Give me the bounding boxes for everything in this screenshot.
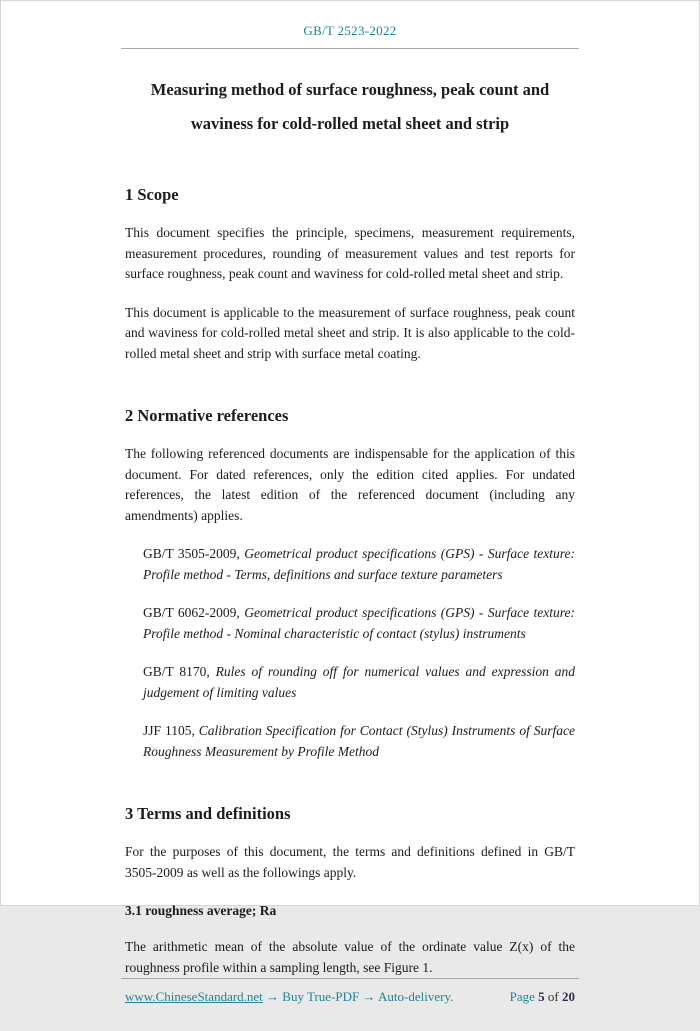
terms-intro-paragraph: For the purposes of this document, the terms and definitions defined in GB/T 3505-2009 as well as the followings apply. (125, 844, 575, 880)
term-definition-paragraph: The arithmetic mean of the absolute value of the ordinate value Z(x) of the roughness profile within a sampling length, see Figure 1. (125, 939, 575, 975)
section-heading-normative-references: 2 Normative references (125, 406, 289, 425)
section-heading-scope: 1 Scope (125, 185, 179, 204)
document-title-line1: Measuring method of surface roughness, peak count and (150, 80, 550, 99)
reference-title: Calibration Specification for Contact (Stylus) Instruments of Surface Roughness Measurement by Profile Method (143, 723, 575, 759)
current-page-number: 5 (538, 989, 545, 1004)
normative-intro-paragraph: The following referenced documents are indispensable for the application of this document. For dated references, only the edition cited applies. For undated references, the latest edition of the referenced document (including any amendments) applies. (125, 446, 575, 523)
footer-link[interactable]: www.ChineseStandard.net (125, 989, 263, 1004)
section-heading-terms-definitions: 3 Terms and definitions (125, 804, 291, 823)
of-label: of (547, 989, 559, 1004)
term-subheading-roughness-average: 3.1 roughness average; Ra (125, 903, 277, 918)
footer-branding (125, 989, 453, 1005)
document-title (125, 73, 575, 141)
footer-buy-text: Buy True-PDF (282, 989, 360, 1004)
footer-divider (121, 978, 579, 979)
footer-arrow-2: → (362, 989, 376, 1004)
scope-paragraph-2: This document is applicable to the measurement of surface roughness, peak count and waviness for cold-rolled metal sheet and strip. It is also applicable to the cold-rolled metal sheet and strip with surface metal coating. (125, 304, 575, 361)
reference-title: Geometrical product specifications (GPS) - Surface texture: Profile method - Terms, definitions and surface texture parameters (143, 546, 575, 582)
page-label: Page (509, 989, 535, 1004)
page-indicator (510, 989, 575, 1005)
reference-title: Geometrical product specifications (GPS) - Surface texture: Profile method - Nominal characteristic of contact (stylus) instruments (143, 605, 575, 641)
reference-code: GB/T 3505-2009, (143, 546, 240, 561)
footer-delivery-text: Auto-delivery. (378, 989, 454, 1004)
total-page-count: 20 (562, 989, 575, 1004)
footer-arrow-1: → (266, 989, 280, 1004)
reference-code: JJF 1105, (143, 723, 195, 738)
document-number: GB/T 2523-2022 (303, 23, 397, 38)
reference-item (143, 721, 575, 762)
document-title-line2: waviness for cold-rolled metal sheet and strip (190, 114, 510, 133)
page-header (125, 23, 575, 49)
header-divider (121, 48, 579, 49)
reference-code: GB/T 8170, (143, 664, 210, 679)
reference-item (143, 544, 575, 585)
reference-code: GB/T 6062-2009, (143, 605, 240, 620)
scope-paragraph-1: This document specifies the principle, specimens, measurement requirements, measurement procedures, rounding of measurement values and test reports for surface roughness, peak count and waviness for cold-rolled metal sheet and strip. (125, 225, 575, 281)
reference-title: Rules of rounding off for numerical values and expression and judgement of limiting values (143, 664, 576, 700)
footer-row (125, 989, 575, 1005)
reference-item (143, 662, 575, 703)
reference-item (143, 603, 575, 644)
page-footer (125, 978, 575, 1031)
